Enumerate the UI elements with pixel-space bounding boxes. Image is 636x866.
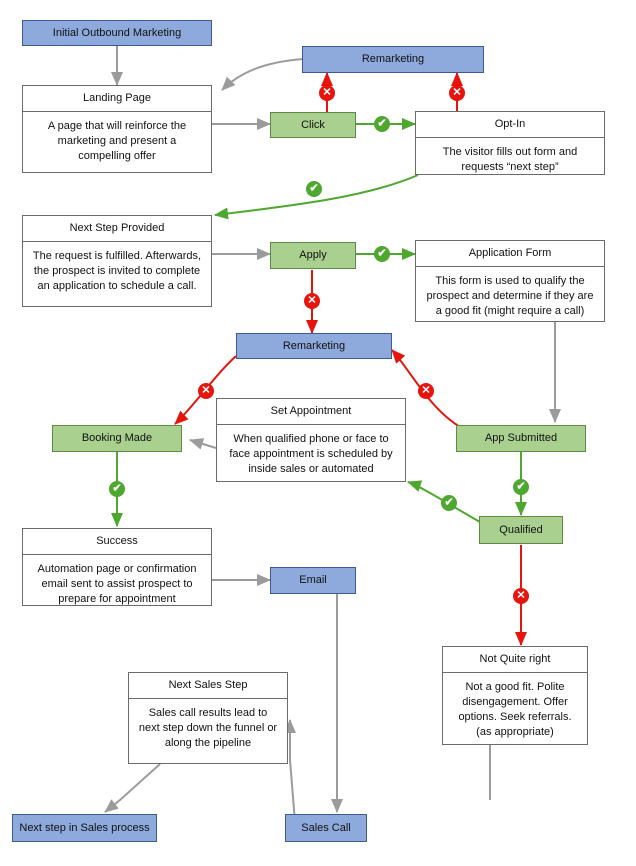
marker-glyph: ✕ — [201, 384, 211, 396]
node-initial-outbound-marketing[interactable] — [22, 20, 212, 46]
node-body: A page that will reinforce the marketing and present a compelling offer — [23, 111, 211, 171]
accept-marker-apply-applicationform — [374, 246, 390, 262]
node-remarketing-top[interactable] — [302, 46, 484, 73]
node-title: Success — [96, 535, 138, 547]
marker-glyph: ✕ — [307, 294, 317, 306]
node-title: Click — [301, 118, 325, 131]
node-email[interactable] — [270, 567, 356, 594]
reject-marker-qualified-notquiteright — [513, 588, 529, 604]
node-not-quite-right[interactable] — [442, 646, 588, 745]
node-opt-in[interactable] — [415, 111, 605, 175]
marker-glyph: ✔ — [112, 482, 122, 494]
accept-marker-appsubmitted-qualified — [513, 479, 529, 495]
reject-marker-optin-remarketing — [449, 85, 465, 101]
node-title: Opt-In — [494, 118, 526, 130]
node-apply[interactable] — [270, 242, 356, 269]
node-title: Next step in Sales process — [19, 821, 150, 834]
node-body: When qualified phone or face to face appointment is scheduled by inside sales or automated — [217, 424, 405, 484]
node-title: Remarketing — [282, 339, 346, 352]
accept-marker-click-optin — [374, 116, 390, 132]
node-title: Initial Outbound Marketing — [52, 26, 182, 39]
node-next-step-provided[interactable] — [22, 215, 212, 307]
node-title: Remarketing — [361, 53, 425, 65]
node-title: Booking Made — [81, 432, 153, 444]
node-click[interactable] — [270, 112, 356, 138]
marker-glyph: ✔ — [377, 247, 387, 259]
node-remarketing-middle[interactable] — [236, 333, 392, 359]
reject-marker-apply-remarketing — [304, 293, 320, 309]
node-title: Sales Call — [301, 821, 351, 834]
node-sales-call[interactable] — [285, 814, 367, 842]
node-body: Sales call results lead to next step down the funnel or along the pipeline — [129, 698, 287, 758]
marker-glyph: ✕ — [452, 86, 462, 98]
node-app-submitted[interactable] — [456, 425, 586, 452]
reject-marker-click-remarketing — [319, 85, 335, 101]
node-next-step-in-sales-process[interactable] — [12, 814, 157, 842]
accept-marker-qualified-booking — [441, 495, 457, 511]
node-next-sales-step[interactable] — [128, 672, 288, 764]
marker-glyph: ✔ — [377, 117, 387, 129]
node-title: Not Quite right — [479, 653, 551, 665]
node-body: The visitor fills out form and requests “next step” — [416, 137, 604, 182]
node-landing-page[interactable] — [22, 85, 212, 173]
node-title: Email — [299, 574, 327, 586]
marker-glyph: ✕ — [516, 589, 526, 601]
marker-glyph: ✕ — [421, 384, 431, 396]
node-qualified[interactable] — [479, 516, 563, 544]
node-title: Next Step Provided — [69, 222, 165, 234]
marker-glyph: ✕ — [322, 86, 332, 98]
node-application-form[interactable] — [415, 240, 605, 322]
node-title: Landing Page — [83, 92, 151, 104]
node-title: Set Appointment — [270, 405, 352, 417]
node-body: Automation page or confirmation email sent to assist prospect to prepare for appointment — [23, 554, 211, 614]
node-booking-made[interactable] — [52, 425, 182, 452]
reject-marker-remarketing-booking — [198, 383, 214, 399]
node-title: Apply — [299, 249, 327, 261]
node-body: This form is used to qualify the prospect and determine if they are a good fit (might require a call) — [416, 266, 604, 326]
reject-marker-appsubmitted-remarketing — [418, 383, 434, 399]
marker-glyph: ✔ — [444, 496, 454, 508]
node-title: App Submitted — [484, 432, 558, 444]
node-success[interactable] — [22, 528, 212, 606]
node-title: Application Form — [468, 247, 552, 259]
node-title: Qualified — [499, 523, 543, 536]
node-body: The request is fulfilled. Afterwards, the prospect is invited to complete an application to schedule a call. — [23, 241, 211, 301]
node-body: Not a good fit. Polite disengagement. Offer options. Seek referrals. (as appropriate) — [443, 672, 587, 747]
node-title: Next Sales Step — [168, 679, 248, 691]
accept-marker-optin-nextstep — [306, 181, 322, 197]
accept-marker-booking-success — [109, 481, 125, 497]
marker-glyph: ✔ — [516, 480, 526, 492]
node-set-appointment[interactable] — [216, 398, 406, 482]
marker-glyph: ✔ — [309, 182, 319, 194]
